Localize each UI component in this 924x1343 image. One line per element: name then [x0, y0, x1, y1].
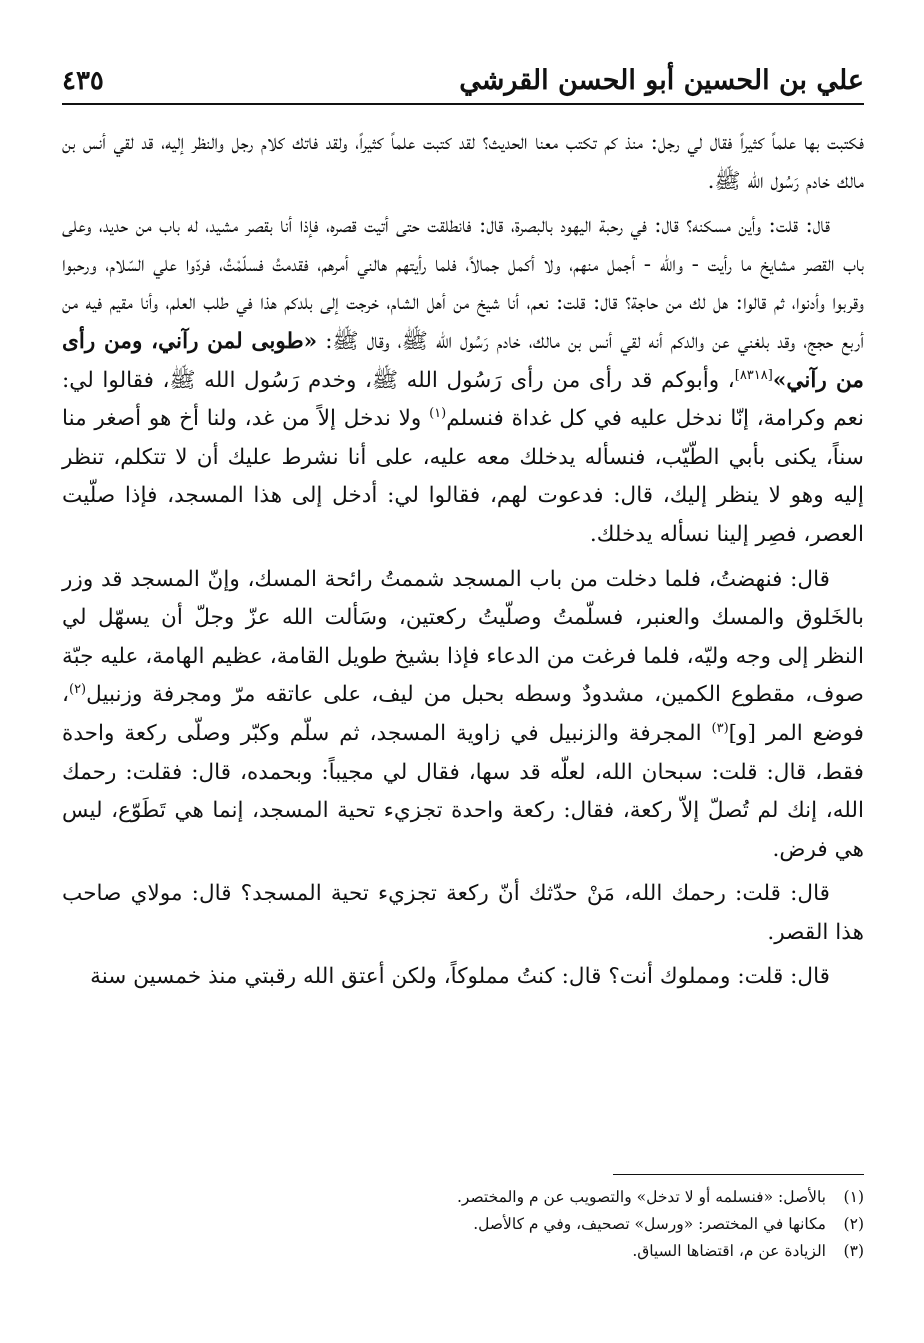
- paragraph-3: [62, 561, 864, 870]
- footnote-3: [62, 1238, 864, 1265]
- paragraph-3-text-b: ، فوضع المر [و]: [62, 682, 864, 746]
- running-title: علي بن الحسين أبو الحسن القرشي: [459, 65, 864, 96]
- paragraph-1-text: فكتبت بها علماً كثيراً فقال لي رجل: منذ كم تكتب معنا الحديث؟ لقد كتبت علماً كثيراً، ولقد فاتك كلام رجل والنظر إليه، قد لقي أنس بن مالك خادم رَسُول الله ﷺ.: [62, 130, 864, 194]
- paragraph-1: [62, 124, 864, 201]
- paragraph-4-text: قال: قلت: رحمك الله، مَنْ حدّثك أنّ ركعة تجزيء تحية المسجد؟ قال: مولاي صاحب هذا القصر.: [62, 881, 864, 945]
- paragraph-2-text-c: ولا ندخل إلاً من غد، ولنا أخ هو أصغر منا سناً، يكنى بأبي الطّيّب، فنسأله يدخلك معه عليه، على أنا نشرط عليك أن لا تتكلم، تنظر إليه وهو لا ينظر إليك، قال: فدعوت لهم، فقالوا لي: أدخل إلى هذا المسجد، فإذا صلّيت العصر، فصِر إلينا نسأله يدخلك.: [62, 406, 864, 547]
- body-text: [62, 124, 864, 1003]
- footnotes: [62, 1184, 864, 1265]
- footnote-marker-3: (٣): [711, 720, 729, 736]
- footnote-2-text: مكانها في المختصر: «ورسل» تصحيف، وفي م كالأصل.: [473, 1215, 826, 1233]
- paragraph-2-text-a: قال: قلت: وأين مسكنه؟ قال: في رحبة اليهود بالبصرة، قال: فانطلقت حتى أتيت قصره، فإذا أنا بقصر مشيد، له باب من حديد، وعلى باب القصر مشايخ ما رأيت - والله - أجمل منهم، ولا أكمل جمالاً، فلما رأيتهم هالني أمرهم، فقدمتُ فسلّمْتُ، فردّوا علي السّلام، ورحبوا وقربوا وأدنوا، ثم قالوا: هل لك من حاجة؟ قال: قلت: نعم، أنا شيخ من أهل الشام، خرجت إلى بلدكم هذا في طلب العلم، وأنا مقيم فيه من أربع حجج، وقد بلغني عن والدكم أنه لقي أنس بن مالك، خادم رَسُول الله ﷺ، وقال ﷺ:: [62, 213, 864, 354]
- footnote-marker-2: (٢): [68, 682, 87, 698]
- footnote-1-number: (١): [843, 1188, 864, 1206]
- footnote-3-text: الزيادة عن م، اقتضاها السياق.: [632, 1242, 826, 1260]
- paragraph-2-text-b: ، وأبوكم قد رأى من رأى رَسُول الله ﷺ، وخدم رَسُول الله ﷺ، فقالوا لي: نعم وكرامة، إنّا ندخل عليه في كل غداة فنسلم: [62, 367, 864, 432]
- footnote-1: [62, 1184, 864, 1211]
- paragraph-3-text-a: قال: فنهضتُ، فلما دخلت من باب المسجد شممتُ رائحة المسك، وإنّ المسجد قد وزر بالخَلوق والمسك والعنبر، فسلّمتُ وصلّيتُ ركعتين، وسَألت الله عزّ وجلّ أن يسهّل لي النظر إلى وجه وليّه، فلما فرغت من الدعاء فإذا بشيخ طويل القامة، عظيم الهامة، عليه جبّة صوف، مقطوع الكمين، مشدودٌ وسطه بحبل من ليف، على عاتقه مرّ ومجرفة وزنبيل: [62, 566, 864, 708]
- footnote-2: [62, 1211, 864, 1238]
- footnote-1-text: بالأصل: «فنسلمه أو لا تدخل» والتصويب عن م والمختصر.: [457, 1188, 826, 1206]
- header-rule: [62, 103, 864, 105]
- paragraph-5-text: قال: قلت: ومملوك أنت؟ قال: كنتُ مملوكاً، ولكن أعتق الله رقبتي منذ خمسين سنة: [90, 964, 830, 990]
- page-number: ٤٣٥: [62, 66, 104, 96]
- footnote-3-number: (٣): [843, 1242, 864, 1260]
- paragraph-2: [62, 207, 864, 554]
- hadith-quote: «طوبى لمن رآني، ومن رأى من رآني»: [62, 328, 864, 393]
- footnote-rule: [613, 1174, 864, 1175]
- paragraph-5: [62, 958, 864, 997]
- footnote-2-number: (٢): [843, 1215, 864, 1233]
- page-header: [62, 56, 864, 100]
- paragraph-3-text-c: المجرفة والزنبيل في زاوية المسجد، ثم سلّم وكبّر وصلّى ركعة واحدة فقط، قال: قلت: سبحان الله، لعلّه قد سها، فقال لي مجيباً: وبحمده، قال: فقلت: رحمك الله، إنك لم تُصلّ إلاّ ركعة، فقال: ركعة واحدة تجزيء تحية المسجد، إنما هي تَطَوّع، ليس هي فرض.: [62, 720, 864, 862]
- paragraph-4: [62, 875, 864, 952]
- hadith-ref-number: [٨٣١٨]: [734, 367, 773, 383]
- footnote-marker-1: (١): [429, 405, 447, 421]
